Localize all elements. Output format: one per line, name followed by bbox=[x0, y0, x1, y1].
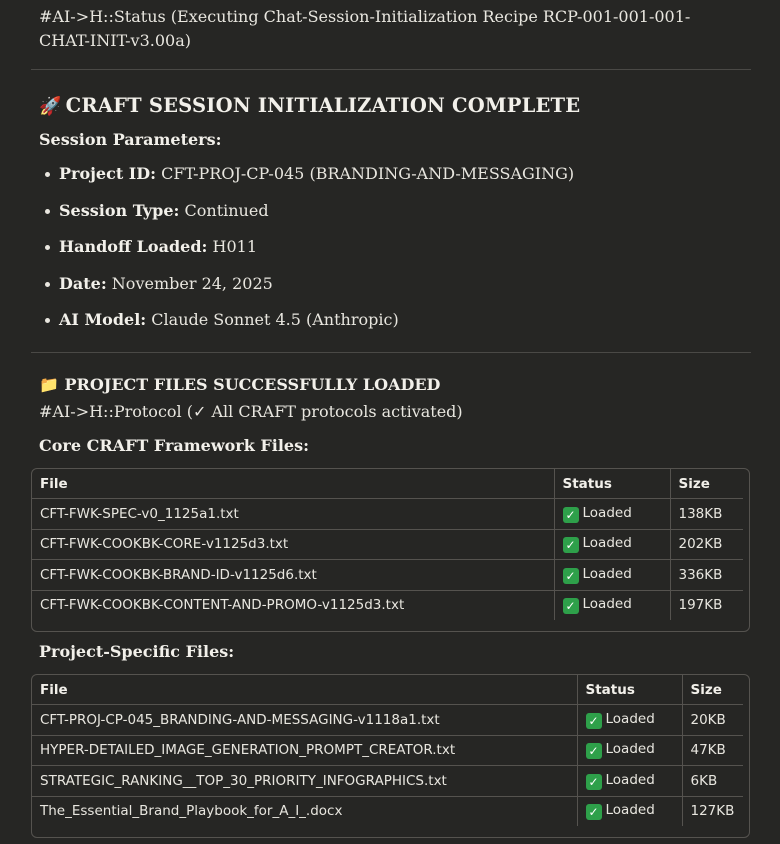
status-line: #AI->H::Status (Executing Chat-Session-Initialization Recipe RCP-001-001-001-CHAT-INIT-v3.00a) bbox=[39, 7, 691, 50]
table-header-row bbox=[32, 675, 743, 705]
column-header-size: Size bbox=[670, 469, 743, 499]
session-heading bbox=[39, 94, 580, 117]
status-cell: ✓ Loaded bbox=[554, 590, 670, 620]
file-size: 20KB bbox=[682, 705, 743, 736]
file-size: 197KB bbox=[670, 590, 743, 620]
table-row bbox=[32, 560, 743, 591]
file-size: 127KB bbox=[682, 796, 743, 826]
check-icon: ✓ bbox=[563, 598, 579, 614]
files-heading-text: PROJECT FILES SUCCESSFULLY LOADED bbox=[64, 375, 441, 394]
project-files-title: Project-Specific Files: bbox=[39, 642, 235, 661]
table-row bbox=[32, 705, 743, 736]
status-cell: ✓ Loaded bbox=[554, 560, 670, 591]
table-header-row bbox=[32, 469, 743, 499]
table-row bbox=[32, 590, 743, 620]
session-parameters-list bbox=[39, 162, 574, 345]
file-name: CFT-FWK-COOKBK-CONTENT-AND-PROMO-v1125d3.txt bbox=[40, 597, 405, 614]
protocol-line: #AI->H::Protocol (✓ All CRAFT protocols activated) bbox=[39, 402, 463, 421]
param-project-id: Project ID: CFT-PROJ-CP-045 (BRANDING-AND-MESSAGING) bbox=[59, 162, 574, 199]
check-icon: ✓ bbox=[563, 507, 579, 523]
file-size: 6KB bbox=[682, 766, 743, 797]
session-parameters-title: Session Parameters: bbox=[39, 130, 222, 149]
column-header-file: File bbox=[40, 475, 68, 492]
column-header-status: Status bbox=[577, 675, 682, 705]
status-cell: ✓ Loaded bbox=[577, 766, 682, 797]
column-header-status: Status bbox=[554, 469, 670, 499]
param-session-type: Session Type: Continued bbox=[59, 199, 574, 236]
status-cell: ✓ Loaded bbox=[577, 705, 682, 736]
status-cell: ✓ Loaded bbox=[554, 499, 670, 530]
file-name: CFT-FWK-COOKBK-BRAND-ID-v1125d6.txt bbox=[40, 566, 317, 583]
file-name: CFT-FWK-COOKBK-CORE-v1125d3.txt bbox=[40, 536, 289, 553]
check-icon: ✓ bbox=[586, 774, 602, 790]
file-name: CFT-FWK-SPEC-v0_1125a1.txt bbox=[40, 505, 239, 522]
status-cell: ✓ Loaded bbox=[577, 796, 682, 826]
status-cell: ✓ Loaded bbox=[577, 735, 682, 766]
files-heading bbox=[39, 375, 440, 394]
file-size: 47KB bbox=[682, 735, 743, 766]
project-files-table bbox=[31, 674, 750, 838]
folder-icon: 📁 bbox=[39, 375, 59, 394]
check-icon: ✓ bbox=[586, 713, 602, 729]
file-name: HYPER-DETAILED_IMAGE_GENERATION_PROMPT_CREATOR.txt bbox=[40, 742, 456, 759]
table-row bbox=[32, 529, 743, 560]
file-size: 336KB bbox=[670, 560, 743, 591]
file-name: CFT-PROJ-CP-045_BRANDING-AND-MESSAGING-v1118a1.txt bbox=[40, 711, 440, 728]
core-files-title: Core CRAFT Framework Files: bbox=[39, 436, 309, 455]
check-icon: ✓ bbox=[586, 804, 602, 820]
column-header-file: File bbox=[40, 681, 68, 698]
table-row bbox=[32, 766, 743, 797]
table-row bbox=[32, 796, 743, 826]
file-name: The_Essential_Brand_Playbook_for_A_I_.docx bbox=[40, 803, 343, 820]
status-cell: ✓ Loaded bbox=[554, 529, 670, 560]
table-row bbox=[32, 735, 743, 766]
check-icon: ✓ bbox=[586, 743, 602, 759]
param-handoff-loaded: Handoff Loaded: H011 bbox=[59, 235, 574, 272]
check-icon: ✓ bbox=[563, 568, 579, 584]
param-date: Date: November 24, 2025 bbox=[59, 272, 574, 309]
column-header-size: Size bbox=[682, 675, 743, 705]
file-name: STRATEGIC_RANKING__TOP_30_PRIORITY_INFOGRAPHICS.txt bbox=[40, 772, 447, 789]
table-row bbox=[32, 499, 743, 530]
check-icon: ✓ bbox=[563, 537, 579, 553]
divider bbox=[31, 352, 751, 353]
file-size: 138KB bbox=[670, 499, 743, 530]
param-ai-model: AI Model: Claude Sonnet 4.5 (Anthropic) bbox=[59, 308, 574, 345]
session-heading-text: CRAFT SESSION INITIALIZATION COMPLETE bbox=[65, 94, 581, 117]
core-files-table bbox=[31, 468, 750, 632]
file-size: 202KB bbox=[670, 529, 743, 560]
rocket-icon: 🚀 bbox=[39, 96, 62, 117]
divider bbox=[31, 69, 751, 70]
